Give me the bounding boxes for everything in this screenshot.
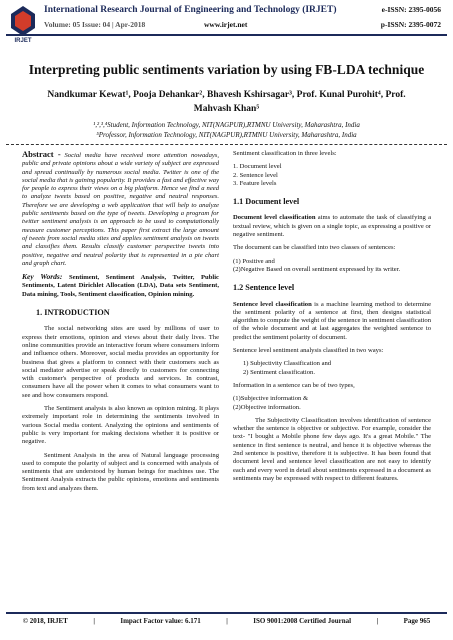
definition: is a machine learning method to determine the sentiment polarity of a sentence at first, then designs statistical algorithm to compute the weight of the sentence in sentiment classification of the whole document and at last aggregates the weighted sentence to predict the sentiment polarity of document. bbox=[233, 300, 432, 341]
definition: aims to automate the task of classifying a textual review, which is given on a single topic, as expressing a positive or negative sentiment. bbox=[233, 214, 431, 239]
iso-certification: ISO 9001:2008 Certified Journal bbox=[253, 617, 352, 625]
sentence-ways-intro: Sentence level sentiment analysis classified in two ways: bbox=[233, 347, 384, 355]
separator: | bbox=[93, 617, 95, 625]
abstract-heading: Abstract - bbox=[22, 149, 61, 159]
list-item: 1) Subjectivity Classification and bbox=[243, 360, 332, 368]
document-level-paragraph bbox=[233, 214, 431, 239]
document-classes-intro: The document can be classified into two classes of sentences: bbox=[233, 244, 396, 252]
term: Document level classification bbox=[233, 214, 316, 222]
sentence-level-heading: 1.2 Sentence level bbox=[233, 283, 295, 293]
irjet-logo bbox=[6, 4, 40, 44]
list-item: 2. Sentence level bbox=[233, 171, 278, 179]
affiliation-professor: ⁵Professor, Information Technology, NIT(NAGPUR),RTMNU University, Maharashtra, India bbox=[96, 131, 357, 139]
journal-title: International Research Journal of Engineering and Technology (IRJET) bbox=[44, 5, 337, 15]
list-item: 3. Feature levels bbox=[233, 179, 277, 187]
list-item: 1. Document level bbox=[233, 163, 282, 171]
information-types-intro: Information in a sentence can be of two types, bbox=[233, 381, 355, 389]
levels-intro: Sentiment classification in three levels: bbox=[233, 150, 337, 157]
sentence-ways-list bbox=[233, 360, 431, 377]
p-issn: p-ISSN: 2395-0072 bbox=[380, 20, 441, 29]
list-item: (2)Negative Based on overall sentiment expressed by its writer. bbox=[233, 265, 401, 273]
paper-title: Interpreting public sentiments variation by using FB-LDA technique bbox=[28, 62, 425, 77]
separator: | bbox=[376, 617, 379, 625]
levels-list bbox=[233, 163, 431, 188]
page-footer bbox=[10, 617, 443, 625]
right-column bbox=[233, 150, 431, 488]
intro-paragraph-2: The Sentiment analysis is also known as opinion mining. It plays extremely important role in determining the sentiments involved in various Social media content. Analyzing the opinions and sentiments of public is very important for making decisions whether it is positive or negative. bbox=[22, 405, 219, 446]
copyright: © 2018, IRJET bbox=[22, 617, 68, 625]
list-item: (1) Positive and bbox=[233, 257, 275, 265]
separator: | bbox=[226, 617, 228, 625]
intro-paragraph-3: Sentiment Analysis in the area of Natural language processing used to compute the polarity of subject and is concerned with analysis of sentiments that are understood by human beings for machines use. The Sentiment Analysis extracts the public opinions, emotions and sentiments from text and analyzes them. bbox=[22, 451, 219, 492]
document-classes-list bbox=[233, 258, 431, 275]
list-item: (2)Objective information. bbox=[233, 403, 301, 411]
intro-paragraph-1: The social networking sites are used by millions of user to express their emotions, opinion and views about their daily lives. The online communities provide an interactive forum where consumers inform and influence others. Moreover, social media provides an opportunity for business that gives a platform to connect with their customers such as social mediator advertise or speak directly to customers for connecting with customer's perspective of products and services. In contrast, consumers have all the power when it comes to what consumers want to see and how consumers respond. bbox=[22, 325, 219, 399]
journal-website[interactable]: www.irjet.net bbox=[204, 20, 248, 29]
document-level-heading: 1.1 Document level bbox=[233, 197, 300, 207]
left-column bbox=[22, 150, 219, 498]
page-number: Page 965 bbox=[403, 617, 431, 625]
keywords-text: Sentiment, Sentiment Analysis, Twitter, Public Sentiments, Latent Dirichlet Allocation (LDA), Data sets Sentiment, Data mining, Tools, Sentiment classification, Opinion mining. bbox=[22, 274, 219, 298]
footer-rule bbox=[6, 612, 447, 614]
subjectivity-paragraph: The Subjectivity Classification involves identification of sentence whether the sentence is objective or subjective. For example, consider the text- "I bought a Mobile phone few days ago. It's a great Mobile." The sentence in first sentence is neutral, and hence it is objective whereas the 2nd sentence is positive, therefore it is subjective. It has been found that document level and sentence level classification are not easy to identify each and every word in detail about sentiments expressed in a document as sentiments may be expressed with respect to different features. bbox=[233, 416, 431, 482]
impact-factor: Impact Factor value: 6.171 bbox=[120, 617, 201, 625]
list-item: 2) Sentiment classification. bbox=[243, 368, 315, 376]
volume-issue: Volume: 05 Issue: 04 | Apr-2018 bbox=[44, 20, 146, 29]
keywords-heading: Key Words: bbox=[22, 272, 63, 282]
page-header bbox=[0, 0, 453, 52]
svg-text:IRJET: IRJET bbox=[14, 38, 32, 44]
e-issn: e-ISSN: 2395-0056 bbox=[381, 5, 441, 14]
term: Sentence level classification bbox=[233, 300, 312, 308]
list-item: (1)Subjective information & bbox=[233, 395, 309, 403]
section-divider bbox=[6, 144, 447, 145]
abstract-text: Social media have received more attention nowadays, public and private opinions about a wide variety of subject are expressed and spread continually by numerous social media. Twitter is one of the social media that is gaining popularity. It provides a fast and effective way for people to express their views on a big platform. Hence we find a need to analyze tweets based on positive, negative and neutral responses. Therefore we are developing a web application that will help to analyze public sentiments based on the type of tweets. Developing a program for twitter sentiment analysis is an approach to be used to computationally measure customer perceptions. This paper first extract the large amount of tweets from social media sites and applies sentiment analysis on tweets and classifies them. Results classify customer perspective tweets into positive, negative and neutral polarity that is represented in a pie chart and graph chart. bbox=[22, 152, 220, 267]
header-rule bbox=[6, 34, 447, 36]
intro-heading: 1. INTRODUCTION bbox=[36, 308, 110, 318]
abstract bbox=[22, 150, 219, 268]
affiliations bbox=[20, 120, 433, 140]
author-list: Nandkumar Kewat¹, Pooja Dehankar², Bhavesh Kshirsagar³, Prof. Kunal Purohit⁴, Prof. Mahvash Khan⁵ bbox=[47, 90, 406, 114]
affiliation-students: ¹,²,³,⁴Student, Information Technology, NIT(NAGPUR),RTMNU University, Maharashtra, India bbox=[93, 121, 360, 129]
sentence-level-paragraph bbox=[233, 301, 431, 342]
keywords bbox=[22, 273, 219, 299]
information-types-list bbox=[233, 395, 431, 412]
